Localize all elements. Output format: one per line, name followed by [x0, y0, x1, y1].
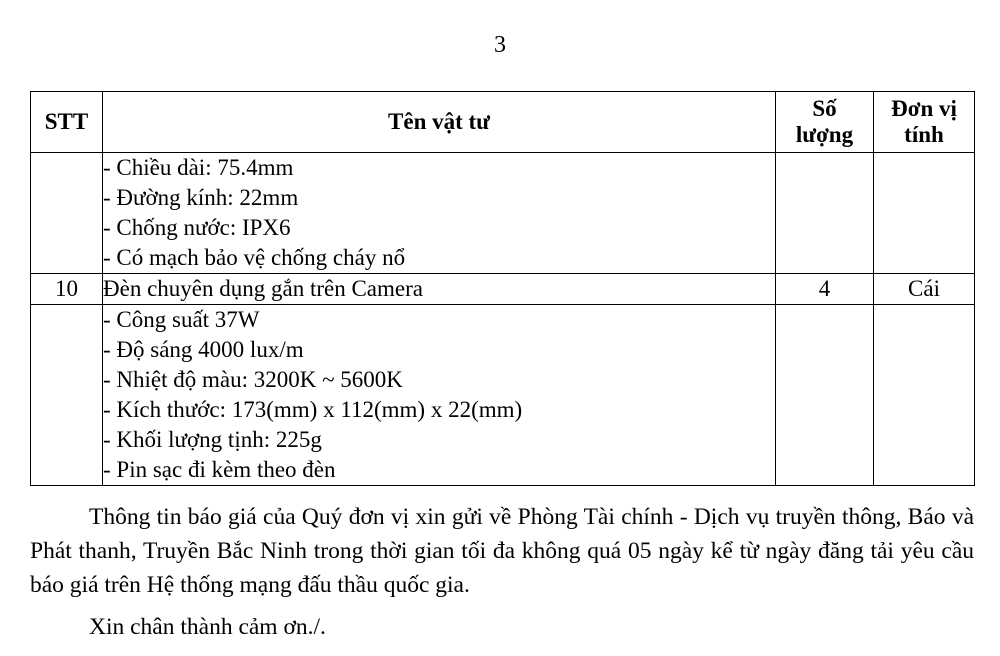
- header-quantity-line1: Số: [812, 96, 837, 121]
- table-row: [31, 153, 975, 274]
- cell-quantity: [776, 305, 874, 486]
- closing-paragraph: Xin chân thành cảm ơn./.: [89, 614, 326, 640]
- item-name: Đèn chuyên dụng gắn trên Camera: [103, 276, 423, 301]
- cell-name: [103, 274, 776, 305]
- spec-line: - Pin sạc đi kèm theo đèn: [103, 457, 336, 482]
- cell-unit: Cái: [874, 274, 975, 305]
- spec-line: - Chiều dài: 75.4mm: [103, 155, 294, 180]
- header-name: Tên vật tư: [103, 92, 776, 153]
- header-unit-line2: tính: [904, 122, 944, 147]
- cell-stt: 10: [31, 274, 103, 305]
- spec-line: - Có mạch bảo vệ chống cháy nổ: [103, 245, 406, 270]
- header-stt: STT: [31, 92, 103, 153]
- materials-table: [30, 91, 975, 486]
- cell-quantity: [776, 153, 874, 274]
- cell-name: [103, 305, 776, 486]
- table-header-row: [31, 92, 975, 153]
- spec-line: - Nhiệt độ màu: 3200K ~ 5600K: [103, 367, 403, 392]
- table-row: [31, 305, 975, 486]
- spec-line: - Kích thước: 173(mm) x 112(mm) x 22(mm): [103, 397, 523, 422]
- header-unit-line1: Đơn vị: [891, 96, 957, 121]
- spec-line: - Độ sáng 4000 lux/m: [103, 337, 304, 362]
- cell-stt: [31, 153, 103, 274]
- page-number: 3: [494, 32, 506, 58]
- cell-name: [103, 153, 776, 274]
- spec-line: - Khối lượng tịnh: 225g: [103, 427, 322, 452]
- header-quantity: [776, 92, 874, 153]
- spec-line: - Chống nước: IPX6: [103, 215, 291, 240]
- table-row: [31, 274, 975, 305]
- info-paragraph: Thông tin báo giá của Quý đơn vị xin gửi về Phòng Tài chính - Dịch vụ truyền thông, Báo và Phát thanh, Truyền Bắc Ninh trong thời gian tối đa không quá 05 ngày kể từ ngày đăng tải yêu cầu báo giá trên Hệ thống mạng đấu thầu quốc gia.: [30, 504, 974, 598]
- header-quantity-line2: lượng: [795, 122, 854, 147]
- spec-line: - Công suất 37W: [103, 307, 260, 332]
- spec-line: - Đường kính: 22mm: [103, 185, 299, 210]
- cell-unit: [874, 305, 975, 486]
- cell-quantity: 4: [776, 274, 874, 305]
- cell-stt: [31, 305, 103, 486]
- cell-unit: [874, 153, 975, 274]
- header-unit: [874, 92, 975, 153]
